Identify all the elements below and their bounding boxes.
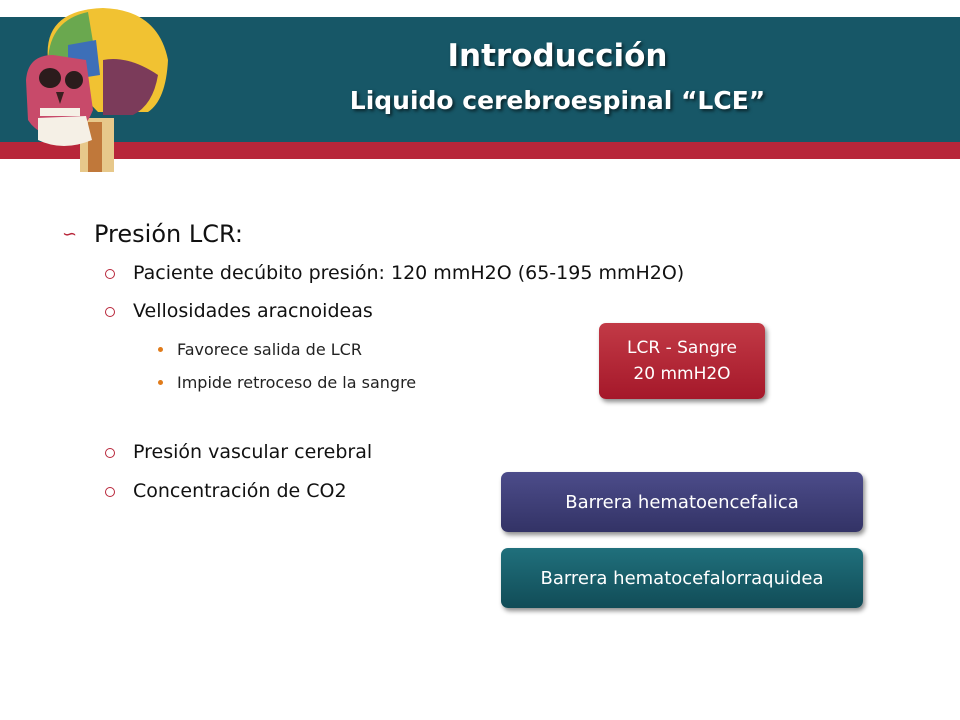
barrier-box-label: Barrera hematocefalorraquidea bbox=[540, 567, 824, 589]
lcr-sangre-box bbox=[599, 323, 765, 399]
circle-bullet-icon bbox=[105, 269, 115, 279]
list-item-text: Paciente decúbito presión: 120 mmH2O (65-195 mmH2O) bbox=[133, 262, 685, 284]
list-item-text: Concentración de CO2 bbox=[133, 480, 347, 502]
circle-bullet-icon bbox=[105, 307, 115, 317]
slide-title: Introducción bbox=[447, 38, 668, 74]
heading-presion bbox=[62, 220, 243, 248]
sub-list-item-text: Impide retroceso de la sangre bbox=[177, 373, 417, 392]
barrier-hematoencefalica-box bbox=[501, 472, 863, 532]
list-item bbox=[105, 300, 373, 322]
barrier-hematocefalorraquidea-box bbox=[501, 548, 863, 608]
dot-bullet-icon bbox=[158, 347, 163, 352]
list-item bbox=[105, 262, 684, 284]
lcr-box-line2: 20 mmH2O bbox=[633, 364, 731, 384]
circle-bullet-icon bbox=[105, 448, 115, 458]
sub-list-item-text: Favorece salida de LCR bbox=[177, 340, 362, 359]
list-item bbox=[105, 480, 347, 502]
slide-subtitle: Liquido cerebroespinal “LCE” bbox=[349, 86, 766, 115]
lcr-box-line1: LCR - Sangre bbox=[627, 338, 737, 358]
swirl-bullet-icon: ∽ bbox=[62, 223, 78, 245]
circle-bullet-icon bbox=[105, 487, 115, 497]
heading-text: Presión LCR: bbox=[94, 220, 244, 248]
sub-list-item bbox=[158, 373, 416, 392]
list-item-text: Presión vascular cerebral bbox=[133, 441, 373, 463]
sub-list-item bbox=[158, 340, 362, 359]
dot-bullet-icon bbox=[158, 380, 163, 385]
list-item-text: Vellosidades aracnoideas bbox=[133, 300, 373, 322]
barrier-box-label: Barrera hematoencefalica bbox=[565, 491, 799, 513]
list-item bbox=[105, 441, 372, 463]
